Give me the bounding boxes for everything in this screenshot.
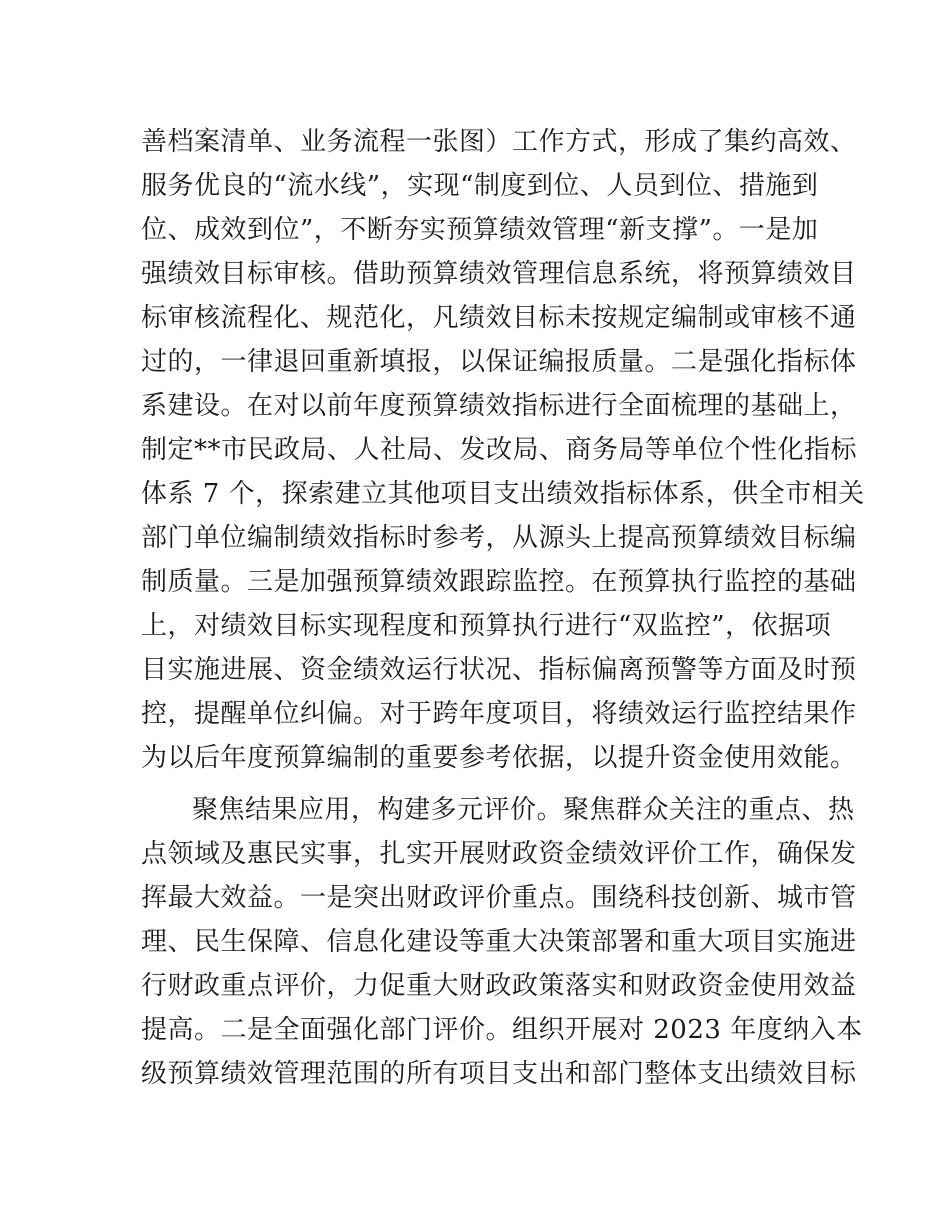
text-line: 点领域及惠民实事，扎实开展财政资金绩效评价工作，确保发 [141,839,857,869]
text-line: 部门单位编制绩效指标时参考，从源头上提高预算绩效目标编 [141,523,857,553]
text-line: 服务优良的“流水线”，实现“制度到位、人员到位、措施到 [141,171,819,201]
text-line: 挥最大效益。一是突出财政评价重点。围绕科技创新、城市管 [141,883,857,913]
text-line: 制质量。三是加强预算绩效跟踪监控。在预算执行监控的基础 [141,567,857,597]
text-line: 制定**市民政局、人社局、发改局、商务局等单位个性化指标 [141,435,858,465]
text-line: 目实施进展、资金绩效运行状况、指标偏离预警等方面及时预 [141,655,857,685]
text-line: 提高。二是全面强化部门评价。组织开展对 2023 年度纳入本 [141,1015,863,1045]
text-line: 理、民生保障、信息化建设等重大决策部署和重大项目实施进 [141,927,857,957]
text-line: 为以后年度预算编制的重要参考依据，以提升资金使用效能。 [141,743,857,773]
text-line: 强绩效目标审核。借助预算绩效管理信息系统，将预算绩效目 [141,259,857,289]
text-line: 行财政重点评价，力促重大财政政策落实和财政资金使用效益 [141,971,857,1001]
text-line: 标审核流程化、规范化，凡绩效目标未按规定编制或审核不通 [141,303,857,333]
text-line: 过的，一律退回重新填报，以保证编报质量。二是强化指标体 [141,347,857,377]
text-line: 体系 7 个，探索建立其他项目支出绩效指标体系，供全市相关 [141,479,865,509]
text-line: 位、成效到位”，不断夯实预算绩效管理“新支撑”。一是加 [141,215,819,245]
text-line: 系建设。在对以前年度预算绩效指标进行全面梳理的基础上， [141,391,857,421]
text-line: 控，提醒单位纠偏。对于跨年度项目，将绩效运行监控结果作 [141,699,857,729]
text-line: 上，对绩效目标实现程度和预算执行进行“双监控”，依据项 [141,611,832,641]
text-line: 善档案清单、业务流程一张图）工作方式，形成了集约高效、 [141,127,857,157]
text-line: 级预算绩效管理范围的所有项目支出和部门整体支出绩效目标 [141,1059,857,1089]
text-line-indented: 聚焦结果应用，构建多元评价。聚焦群众关注的重点、热 [192,795,855,825]
